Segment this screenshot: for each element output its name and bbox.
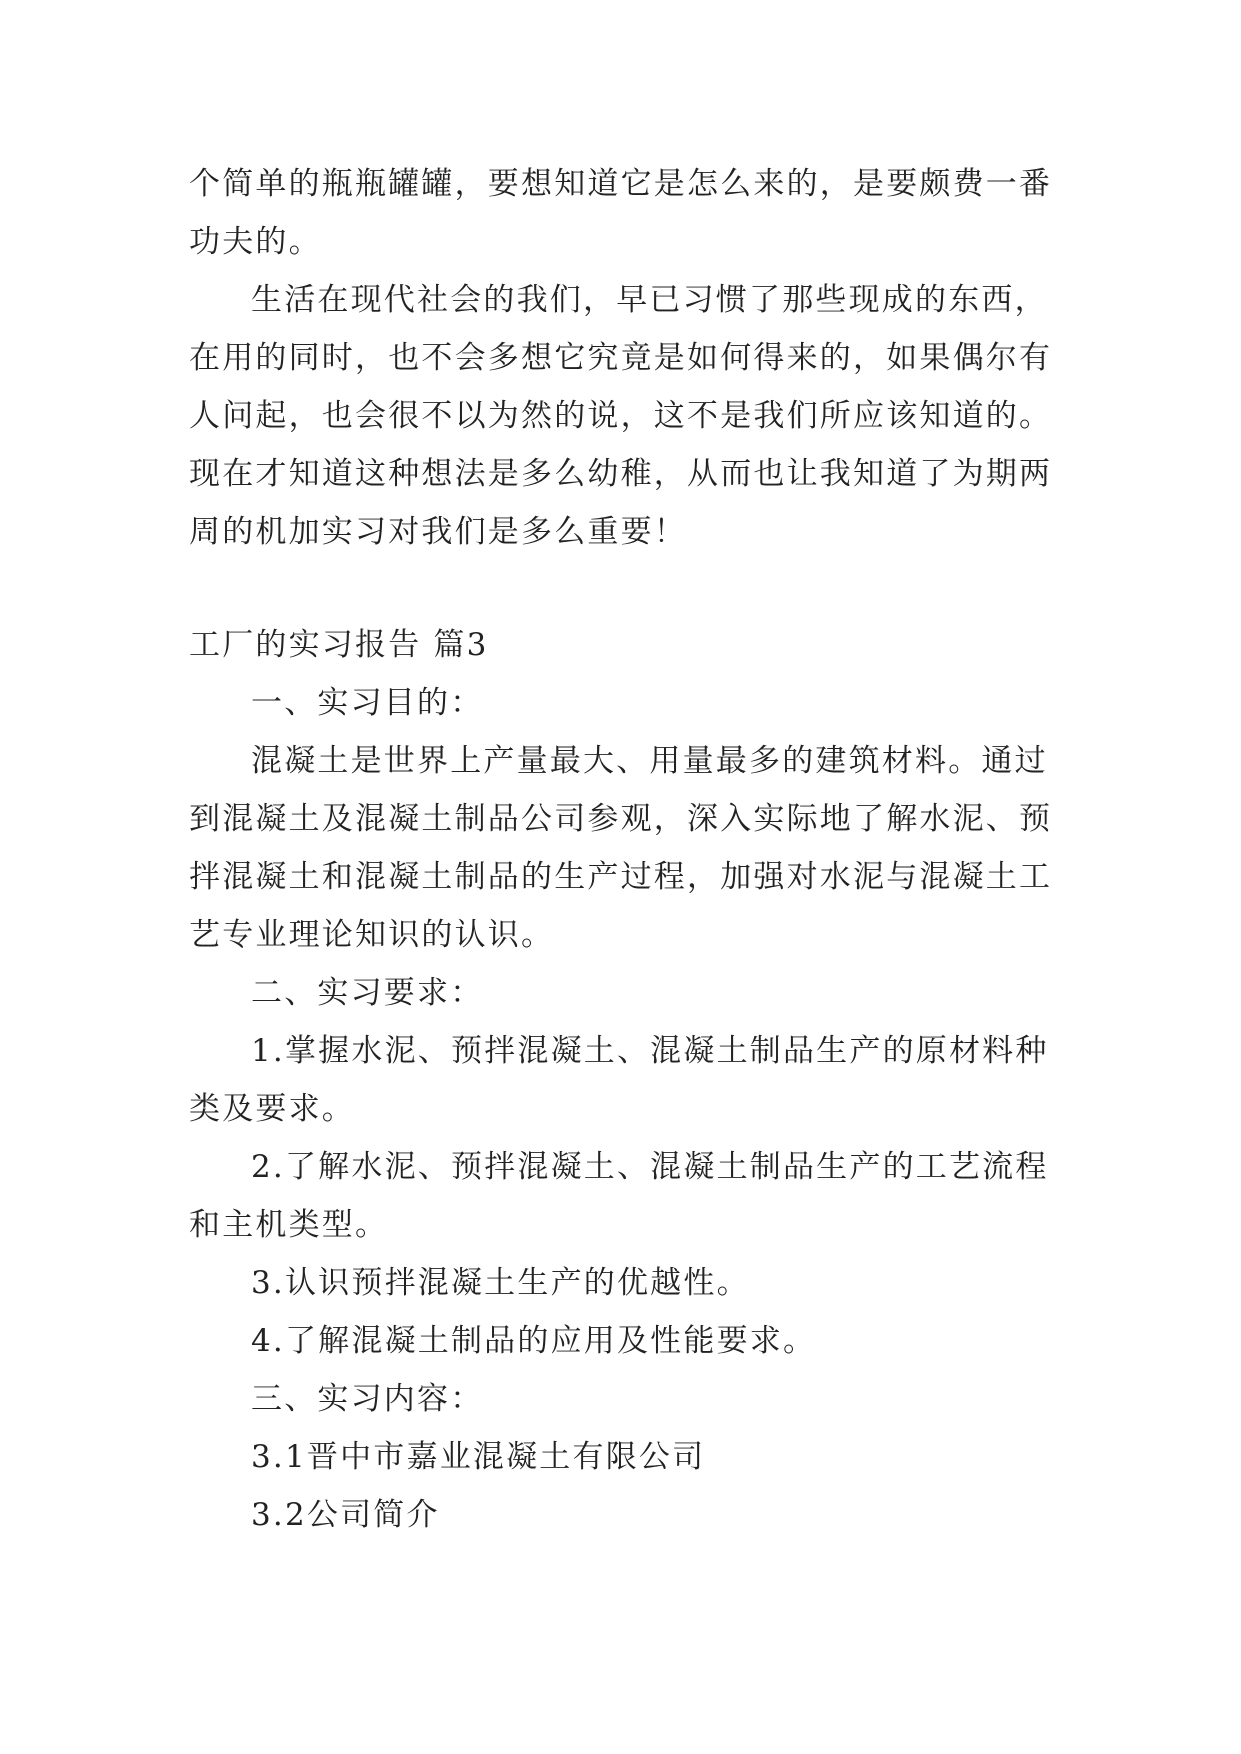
- subsection-item: 3.2公司简介: [251, 1497, 440, 1533]
- list-item: 和主机类型。: [189, 1207, 389, 1243]
- section-heading: 工厂的实习报告 篇3: [189, 627, 489, 663]
- subheading: 一、实习目的：: [251, 685, 484, 721]
- subheading: 三、实习内容：: [251, 1381, 484, 1417]
- paragraph-line: 周的机加实习对我们是多么重要！: [189, 514, 687, 550]
- paragraph-line: 个简单的瓶瓶罐罐，要想知道它是怎么来的，是要颇费一番: [189, 166, 1053, 202]
- list-item: 4.了解混凝土制品的应用及性能要求。: [251, 1323, 817, 1359]
- paragraph-line: 拌混凝土和混凝土制品的生产过程，加强对水泥与混凝土工: [189, 859, 1053, 895]
- paragraph-line: 生活在现代社会的我们，早已习惯了那些现成的东西，: [251, 282, 1048, 318]
- subsection-item: 3.1晋中市嘉业混凝土有限公司: [251, 1439, 706, 1475]
- paragraph-line: 现在才知道这种想法是多么幼稚，从而也让我知道了为期两: [189, 456, 1053, 492]
- paragraph-line: 混凝土是世界上产量最大、用量最多的建筑材料。通过: [251, 743, 1048, 779]
- paragraph-line: 艺专业理论知识的认识。: [189, 917, 555, 953]
- subheading: 二、实习要求：: [251, 975, 484, 1011]
- list-item: 3.认识预拌混凝土生产的优越性。: [251, 1265, 750, 1301]
- paragraph-line: 功夫的。: [189, 224, 322, 260]
- paragraph-line: 在用的同时，也不会多想它究竟是如何得来的，如果偶尔有: [189, 340, 1053, 376]
- list-item: 2.了解水泥、预拌混凝土、混凝土制品生产的工艺流程: [251, 1149, 1049, 1185]
- paragraph-line: 到混凝土及混凝土制品公司参观，深入实际地了解水泥、预: [189, 801, 1053, 837]
- list-item: 1.掌握水泥、预拌混凝土、混凝土制品生产的原材料种: [251, 1033, 1049, 1069]
- list-item: 类及要求。: [189, 1091, 355, 1127]
- paragraph-line: 人问起，也会很不以为然的说，这不是我们所应该知道的。: [189, 398, 1053, 434]
